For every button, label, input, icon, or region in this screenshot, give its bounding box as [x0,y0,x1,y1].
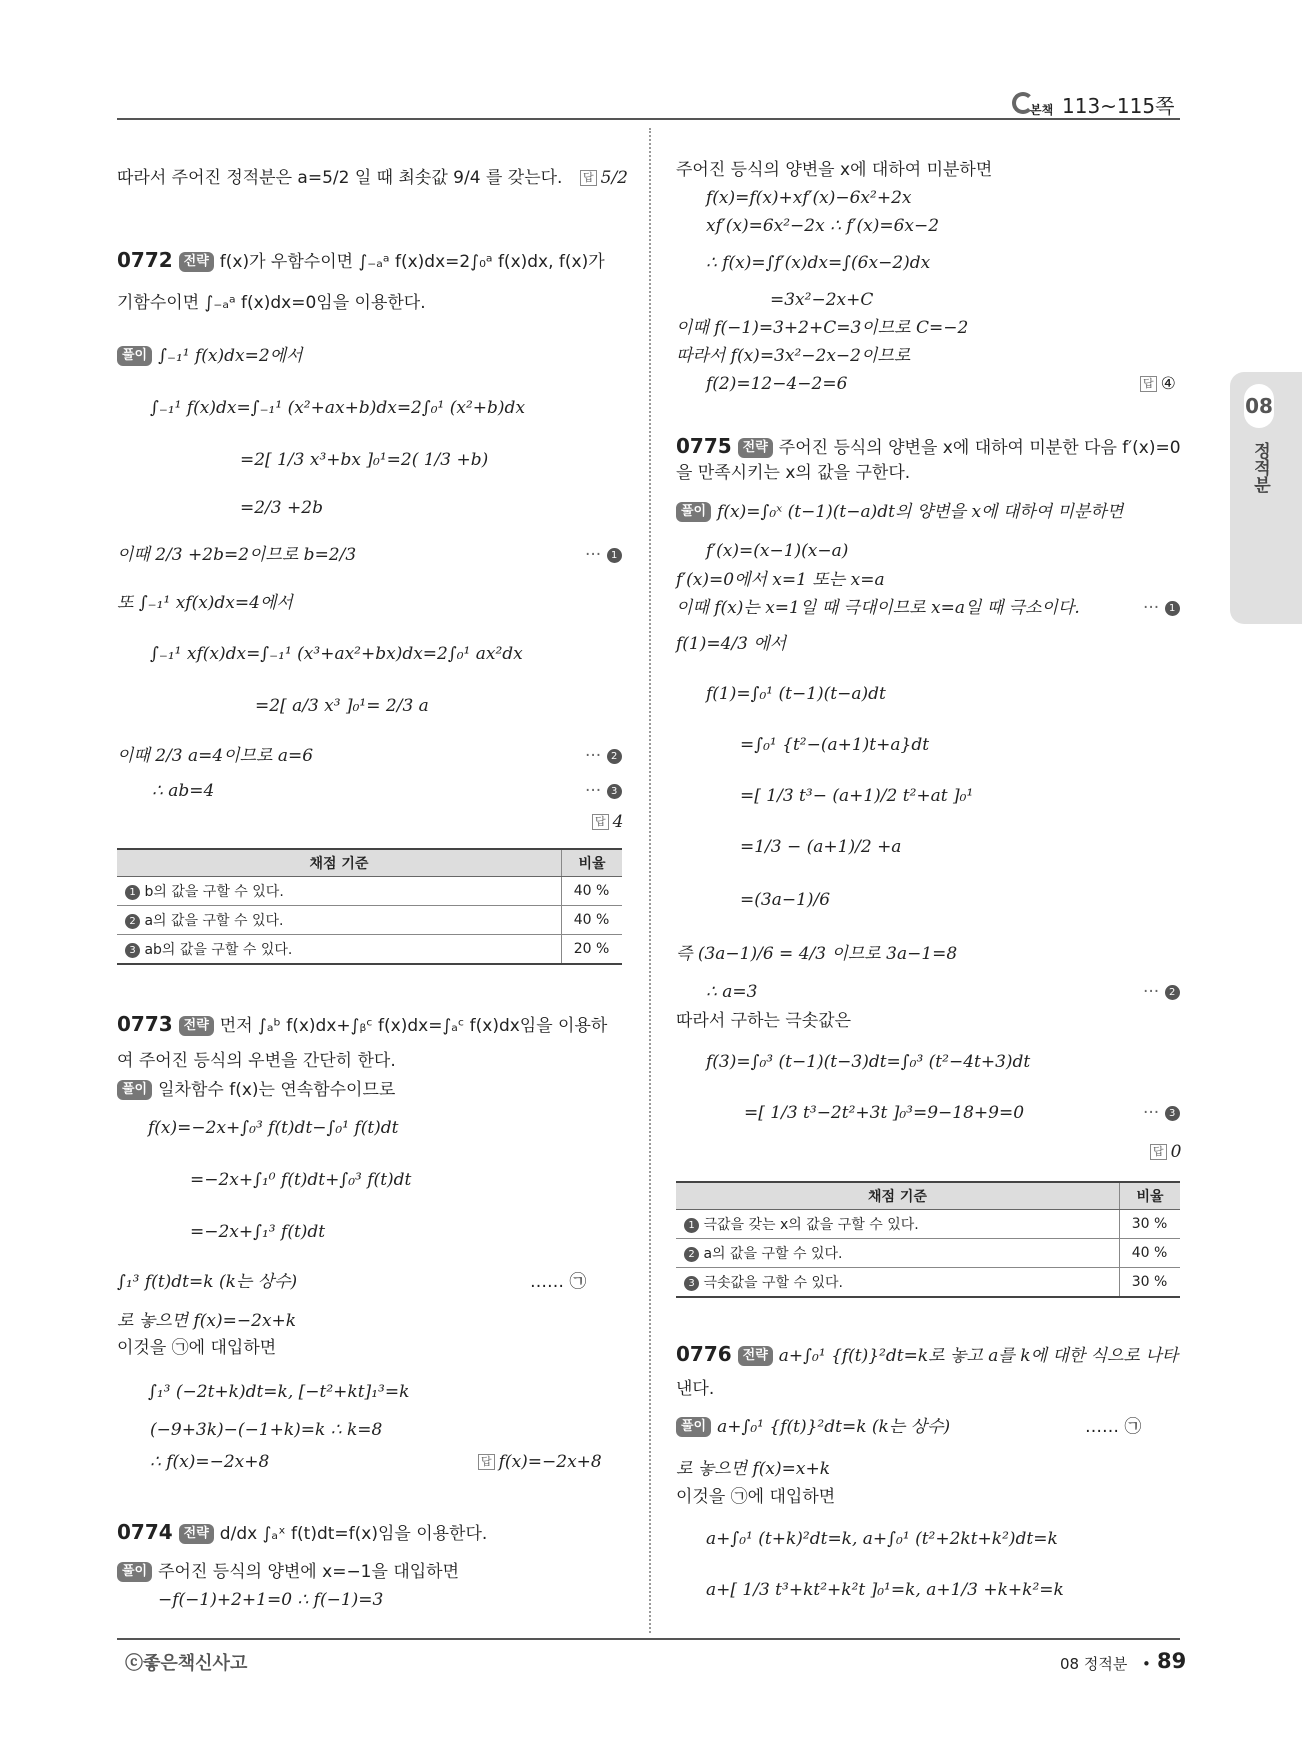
circled-three-icon: 3 [1165,1106,1180,1121]
solution-badge: 풀이 [676,1417,711,1437]
q0775-strategy-cont: 을 만족시키는 x의 값을 구한다. [676,463,911,483]
q0772-strategy: 0772 전략 f(x)가 우함수이면 ∫₋ₐᵃ f(x)dx=2∫₀ᵃ f(x)dx, f(x)가 [117,248,605,272]
strategy-badge: 전략 [179,252,214,272]
strategy-badge: 전략 [179,1524,214,1544]
solution-badge: 풀이 [117,1080,152,1100]
q0774c-line-1: f(x)=f(x)+xf′(x)−6x²+2x [706,188,912,208]
q0775-line-14: =[ 1/3 t³−2t²+3t ]₀³=9−18+9=0 [744,1103,1025,1123]
q0776-eq-mark: …… ㉠ [1085,1417,1142,1437]
q0773-strategy-cont: 여 주어진 등식의 우변을 간단히 한다. [117,1051,396,1071]
strategy-badge: 전략 [738,1346,773,1366]
step-marker-1: ··· 1 [1143,596,1180,620]
q0775-line-11: ∴ a=3 [706,982,758,1002]
q0775-line-6: =∫₀¹ {t²−(a+1)t+a}dt [740,735,930,755]
q0773-line-2: =−2x+∫₁⁰ f(t)dt+∫₀³ f(t)dt [190,1170,412,1190]
question-number: 0774 [117,1520,173,1544]
q0775-line-2: f′(x)=0에서 x=1 또는 x=a [676,570,885,590]
q0774-line-1: −f(−1)+2+1=0 ∴ f(−1)=3 [158,1590,384,1610]
solution-badge: 풀이 [117,1562,152,1582]
circled-two-icon: 2 [607,749,622,764]
question-number: 0773 [117,1012,173,1036]
question-number: 0776 [676,1342,732,1366]
q0772-line-5: 또 ∫₋₁¹ xf(x)dx=4에서 [117,593,293,613]
answer-icon: 답 [580,170,597,186]
q0775-line-0: 풀이 f(x)=∫₀ˣ (t−1)(t−a)dt의 양변을 x에 대하여 미분하면 [676,500,1123,524]
q0776-strategy: 0776 전략 a+∫₀¹ {f(t)}²dt=k로 놓고 a를 k에 대한 식으로 나타 [676,1342,1179,1366]
q0773-eq-mark: …… ㉠ [530,1272,587,1292]
criteria-header: 채점 기준 [117,849,562,877]
q0773-line-0: 풀이 일차함수 f(x)는 연속함수이므로 [117,1078,395,1102]
publisher-logo: ⓒ좋은책신사고 [125,1653,248,1674]
q0774-answer: 답 ④ [1140,372,1176,396]
header-rule [117,118,1180,120]
question-number: 0772 [117,248,173,272]
step-marker-3: ··· 3 [585,779,622,803]
solution-badge: 풀이 [117,346,152,366]
q0774c-line-2: xf′(x)=6x²−2x ∴ f′(x)=6x−2 [706,216,940,236]
criteria-header: 채점 기준 [676,1182,1120,1210]
ratio-header: 비율 [1120,1182,1181,1210]
q0772-line-0: 풀이 ∫₋₁¹ f(x)dx=2에서 [117,344,303,368]
q0773-line-9: ∴ f(x)=−2x+8 [150,1452,270,1472]
table-row: 1 극값을 갖는 x의 값을 구할 수 있다. 30 % [676,1210,1180,1239]
q0776-line-3: a+∫₀¹ (t+k)²dt=k, a+∫₀¹ (t²+2kt+k²)dt=k [706,1529,1058,1549]
q0775-line-10: 즉 (3a−1)/6 = 4/3 이므로 3a−1=8 [676,944,958,964]
circled-one-icon: 1 [607,548,622,563]
q0775-line-4: f(1)=4/3 에서 [676,634,787,654]
q0774c-line-7: f(2)=12−4−2=6 [706,374,848,394]
step-marker-2: ··· 2 [585,744,622,768]
q0775-line-13: f(3)=∫₀³ (t−1)(t−3)dt=∫₀³ (t²−4t+3)dt [706,1052,1031,1072]
q0775-line-12: 따라서 구하는 극솟값은 [676,1011,852,1031]
table-row: 2 a의 값을 구할 수 있다. 40 % [117,906,622,935]
table-row: 3 극솟값을 구할 수 있다. 30 % [676,1268,1180,1298]
chapter-side-tab[interactable] [1230,372,1302,624]
q0774-strategy: 0774 전략 d/dx ∫ₐˣ f(t)dt=f(x)임을 이용한다. [117,1520,488,1544]
q0772-line-2: =2[ 1/3 x³+bx ]₀¹=2( 1/3 +b) [240,450,489,470]
page-range: 113~115쪽 [1062,94,1175,118]
step-marker-2: ··· 2 [1143,980,1180,1004]
q0774c-line-5: 이때 f(−1)=3+2+C=3이므로 C=−2 [676,318,969,338]
q0774c-line-4: =3x²−2x+C [770,290,874,310]
q0773-strategy: 0773 전략 먼저 ∫ₐᵇ f(x)dx+∫ᵦᶜ f(x)dx=∫ₐᶜ f(x)dx임을 이용하 [117,1012,608,1036]
book-label: 본책 [1030,103,1054,117]
solution-badge: 풀이 [676,502,711,522]
q0773-line-5: 로 놓으면 f(x)=−2x+k [117,1311,297,1331]
chapter-number: 08 [1244,384,1274,428]
q0775-line-7: =[ 1/3 t³− (a+1)/2 t²+at ]₀¹ [740,786,974,806]
q0772-answer: 답 4 [592,810,623,834]
q0772-line-7: =2[ a/3 x³ ]₀¹= 2/3 a [255,696,429,716]
q0776-strategy-cont: 낸다. [676,1379,715,1399]
circled-two-icon: 2 [1165,985,1180,1000]
intro-answer: 답 5/2 [580,166,628,190]
q0772-strategy-cont: 기함수이면 ∫₋ₐᵃ f(x)dx=0임을 이용한다. [117,293,426,313]
q0773-answer: 답 f(x)=−2x+8 [478,1450,602,1474]
q0775-line-5: f(1)=∫₀¹ (t−1)(t−a)dt [706,684,886,704]
q0773-line-8: (−9+3k)−(−1+k)=k ∴ k=8 [150,1420,383,1440]
table-row: 2 a의 값을 구할 수 있다. 40 % [676,1239,1180,1268]
q0775-score-table [676,1181,1180,1298]
q0772-line-1: ∫₋₁¹ f(x)dx=∫₋₁¹ (x²+ax+b)dx=2∫₀¹ (x²+b)dx [150,398,526,418]
q0774c-line-0: 주어진 등식의 양변을 x에 대하여 미분하면 [676,160,993,180]
strategy-badge: 전략 [738,438,773,458]
answer-icon: 답 [1150,1144,1167,1160]
q0775-line-1: f′(x)=(x−1)(x−a) [706,541,849,561]
q0774c-line-6: 따라서 f(x)=3x²−2x−2이므로 [676,346,911,366]
circled-one-icon: 1 [1165,601,1180,616]
circled-three-icon: 3 [607,784,622,799]
q0776-line-0: 풀이 a+∫₀¹ {f(t)}²dt=k (k는 상수) [676,1415,950,1439]
q0775-line-8: =1/3 − (a+1)/2 +a [740,837,902,857]
column-divider [649,128,651,1633]
q0772-line-8: 이때 2/3 a=4이므로 a=6 [117,746,314,766]
question-number: 0775 [676,434,732,458]
page-number: 89 [1157,1649,1187,1673]
answer-icon: 답 [592,814,609,830]
q0774c-line-3: ∴ f(x)=∫f′(x)dx=∫(6x−2)dx [706,253,931,273]
q0773-line-6: 이것을 ㉠에 대입하면 [117,1338,277,1358]
q0775-answer: 답 0 [1150,1140,1181,1164]
step-marker-3: ··· 3 [1143,1101,1180,1125]
q0772-line-6: ∫₋₁¹ xf(x)dx=∫₋₁¹ (x³+ax²+bx)dx=2∫₀¹ ax²dx [150,644,523,664]
chapter-label: 정적분 [1250,442,1270,493]
q0773-line-4: ∫₁³ f(t)dt=k (k는 상수) [117,1272,298,1292]
intro-text: 따라서 주어진 정적분은 a=5/2 일 때 최솟값 9/4 를 갖는다. [117,168,563,188]
q0776-line-1: 로 놓으면 f(x)=x+k [676,1459,831,1479]
q0772-line-4: 이때 2/3 +2b=2이므로 b=2/3 [117,545,357,565]
q0774-line-0: 풀이 주어진 등식의 양변에 x=−1을 대입하면 [117,1560,459,1584]
step-marker-1: ··· 1 [585,543,622,567]
footer-bullet: • [1142,1655,1151,1673]
q0772-line-9: ∴ ab=4 [152,781,215,801]
q0776-line-4: a+[ 1/3 t³+kt²+k²t ]₀¹=k, a+1/3 +k+k²=k [706,1580,1064,1600]
table-row: 3 ab의 값을 구할 수 있다. 20 % [117,935,622,965]
table-row: 1 b의 값을 구할 수 있다. 40 % [117,877,622,906]
strategy-badge: 전략 [179,1016,214,1036]
answer-icon: 답 [1140,376,1157,392]
q0772-score-table [117,848,622,965]
q0773-line-1: f(x)=−2x+∫₀³ f(t)dt−∫₀¹ f(t)dt [148,1118,399,1138]
q0772-line-3: =2/3 +2b [240,498,323,518]
q0775-line-9: =(3a−1)/6 [740,890,831,910]
footer-rule [117,1638,1180,1640]
q0775-strategy: 0775 전략 주어진 등식의 양변을 x에 대하여 미분한 다음 f′(x)=0 [676,434,1181,458]
q0775-line-3: 이때 f(x)는 x=1일 때 극대이므로 x=a일 때 극소이다. [676,598,1080,618]
answer-icon: 답 [478,1454,495,1470]
q0773-line-7: ∫₁³ (−2t+k)dt=k, [−t²+kt]₁³=k [148,1382,410,1402]
q0773-line-3: =−2x+∫₁³ f(t)dt [190,1222,326,1242]
ratio-header: 비율 [562,849,623,877]
q0776-line-2: 이것을 ㉠에 대입하면 [676,1487,836,1507]
footer-chapter: 08 정적분 [1060,1655,1128,1673]
